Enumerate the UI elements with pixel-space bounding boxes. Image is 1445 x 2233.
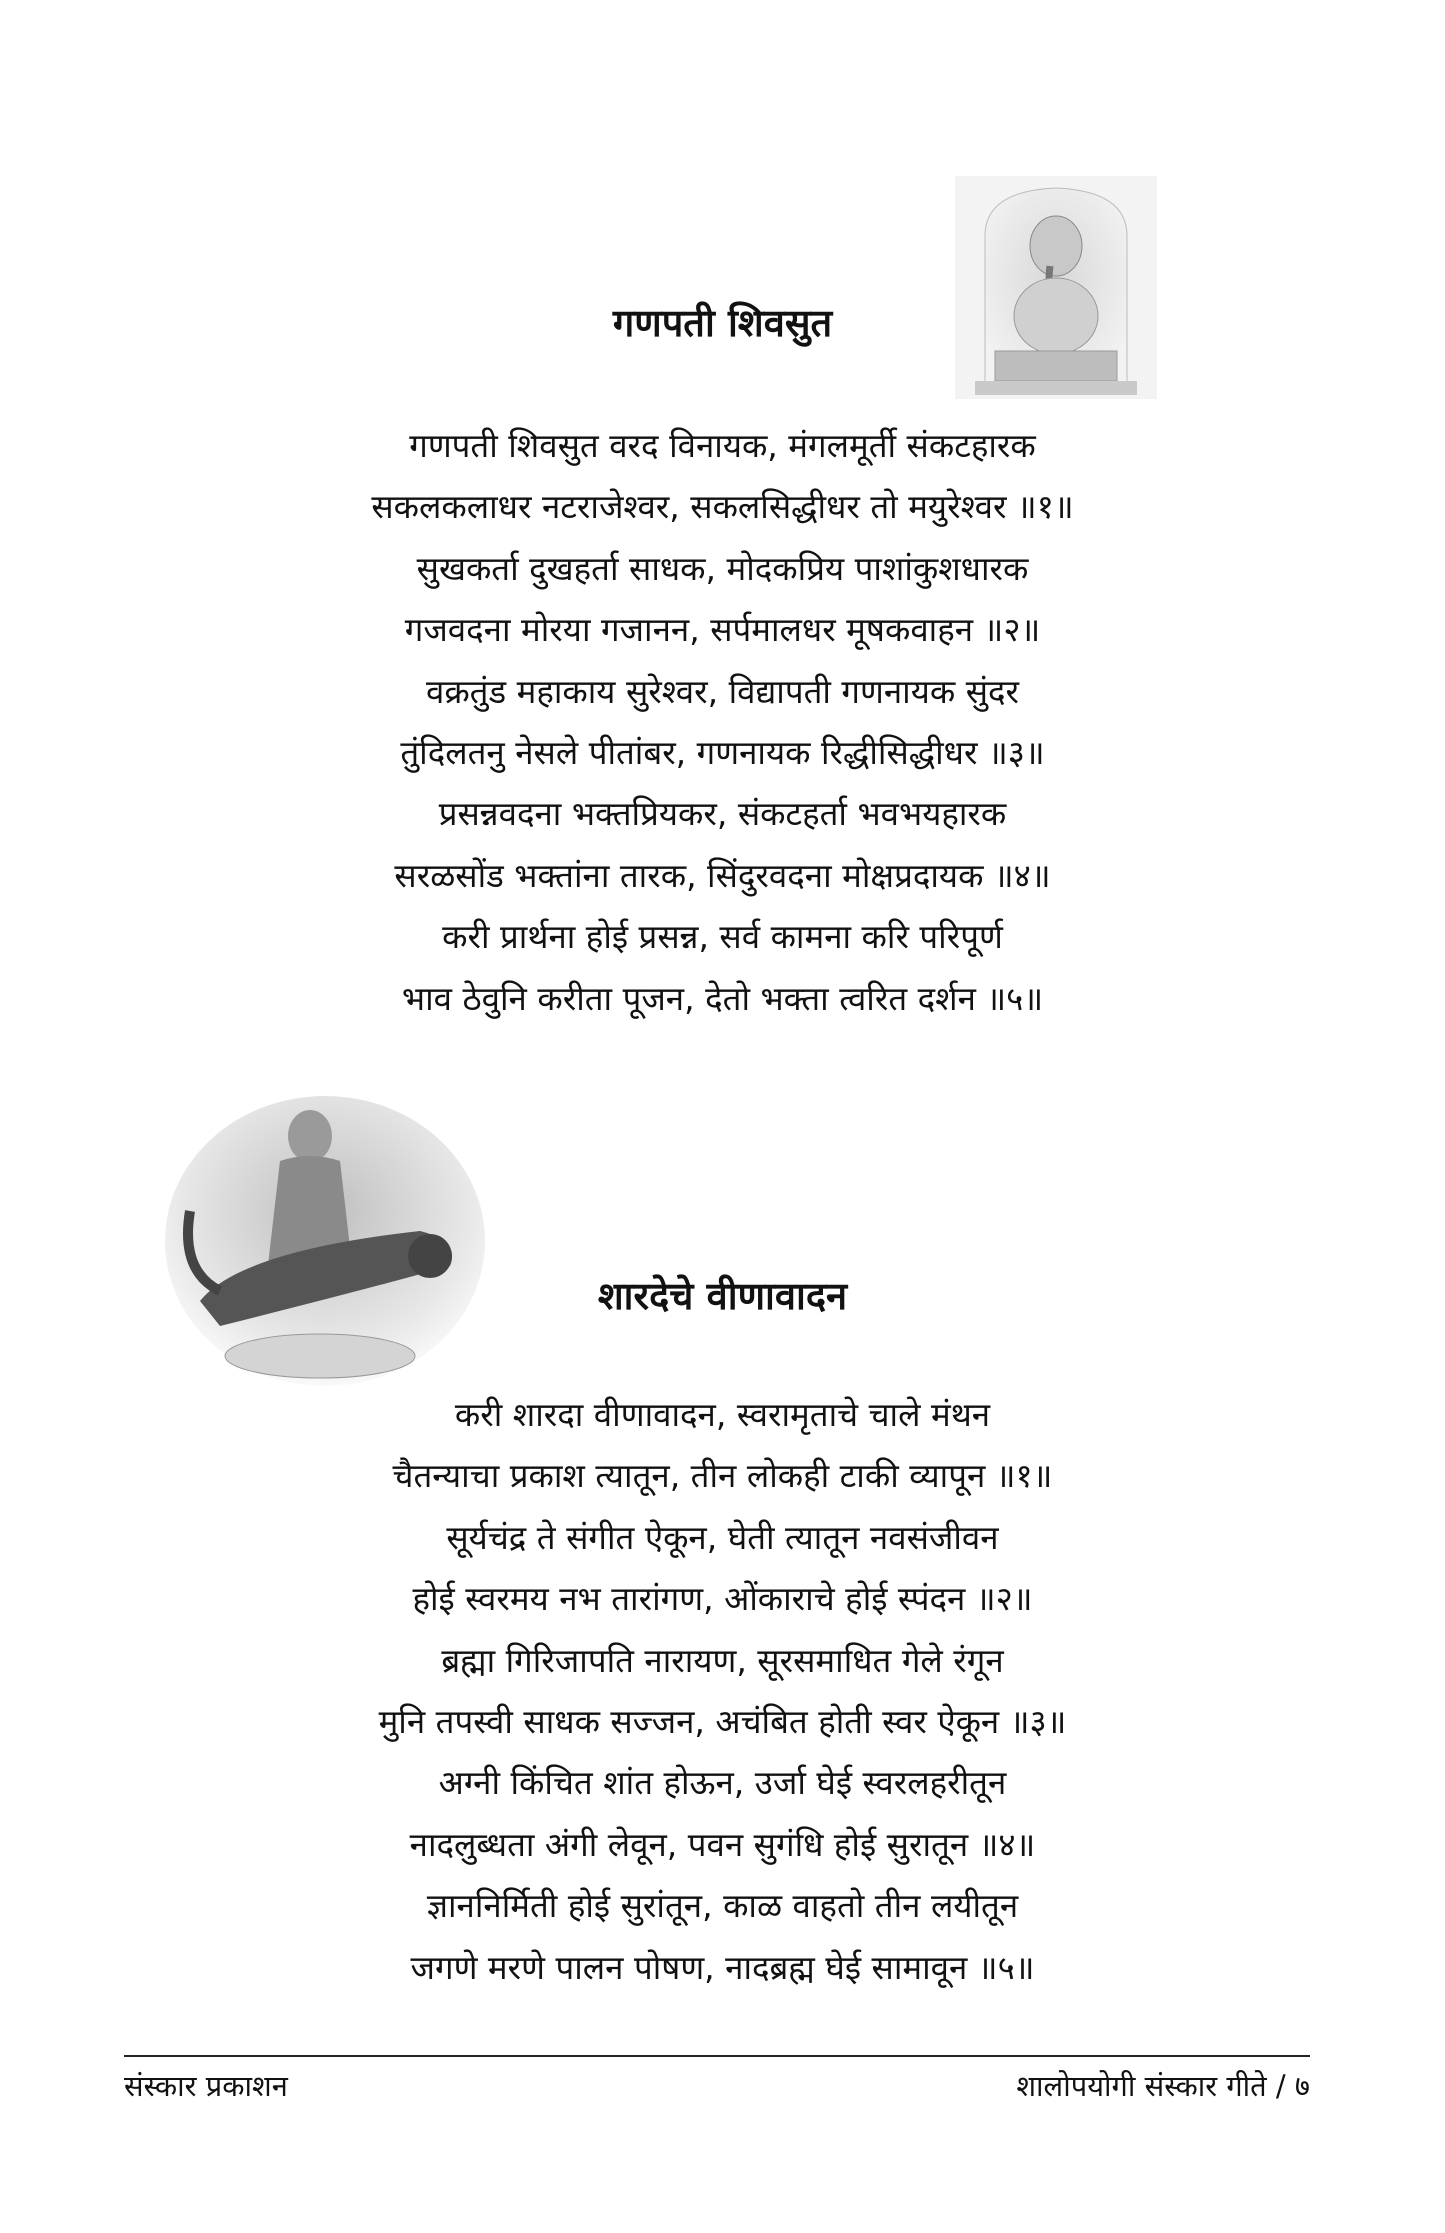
footer-book-page: शालोपयोगी संस्कार गीते / ७ [1016,2069,1310,2103]
ganesh-idol-image [955,176,1157,399]
poem-line: करी प्रार्थना होई प्रसन्न, सर्व कामना करि परिपूर्ण [442,917,1003,957]
poem-line: प्रसन्नवदना भक्तप्रियकर, संकटहर्ता भवभयहारक [438,794,1007,834]
poem-line: सूर्यचंद्र ते संगीत ऐकून, घेती त्यातून नवसंजीवन [446,1517,999,1557]
poem-line: होई स्वरमय नभ तारांगण, ओंकाराचे होई स्पंदन ॥२॥ [412,1579,1033,1619]
poem-line: गणपती शिवसुत वरद विनायक, मंगलमूर्ती संकटहारक [409,426,1036,465]
poem-line: गजवदना मोरया गजानन, सर्पमालधर मूषकवाहन ॥२॥ [404,610,1041,650]
poem-line: तुंदिलतनु नेसले पीतांबर, गणनायक रिद्धीसिद्धीधर ॥३॥ [400,733,1045,773]
poem-line: ब्रह्मा गिरिजापति नारायण, सूरसमाधित गेले रंगून [441,1640,1004,1680]
poem-line: नादलुब्धता अंगी लेवून, पवन सुगंधि होई सुरातून ॥४॥ [409,1824,1036,1864]
poem-sharada [0,1384,1445,1998]
poem-ganapati [0,415,1445,1029]
poem-line: वक्रतुंड महाकाय सुरेश्वर, विद्यापती गणनायक सुंदर [425,671,1020,711]
poem-line: सरळसोंड भक्तांना तारक, सिंदुरवदना मोक्षप्रदायक ॥४॥ [394,855,1051,895]
poem-line: भाव ठेवुनि करीता पूजन, देतो भक्ता त्वरित दर्शन ॥५॥ [401,978,1044,1018]
poem-line: सकलकलाधर नटराजेश्वर, सकलसिद्धीधर तो मयुरेश्वर ॥१॥ [371,487,1074,527]
footer-publisher: संस्कार प्रकाशन [124,2069,288,2103]
poem-line: चैतन्याचा प्रकाश त्यातून, तीन लोकही टाकी व्यापून ॥१॥ [392,1456,1053,1496]
poem-line: ज्ञाननिर्मिती होई सुरांतून, काळ वाहतो तीन लयीतून [426,1886,1019,1926]
poem-line: सुखकर्ता दुखहर्ता साधक, मोदकप्रिय पाशांकुशधारक [416,548,1029,588]
poem-line: करी शारदा वीणावादन, स्वरामृताचे चाले मंथन [454,1395,991,1434]
poem-line: अग्नी किंचित शांत होऊन, उर्जा घेई स्वरलहरीतून [438,1763,1007,1803]
saraswati-veena-image [160,1091,487,1390]
poem-title-sharada: शारदेचे वीणावादन [597,1274,848,1318]
poem-line: मुनि तपस्वी साधक सज्जन, अचंबित होती स्वर ऐकून ॥३॥ [378,1702,1067,1742]
footer-divider [124,2055,1310,2057]
poem-line: जगणे मरणे पालन पोषण, नादब्रह्म घेई सामावून ॥५॥ [410,1947,1035,1987]
poem-title-ganapati: गणपती शिवसुत [612,301,833,345]
